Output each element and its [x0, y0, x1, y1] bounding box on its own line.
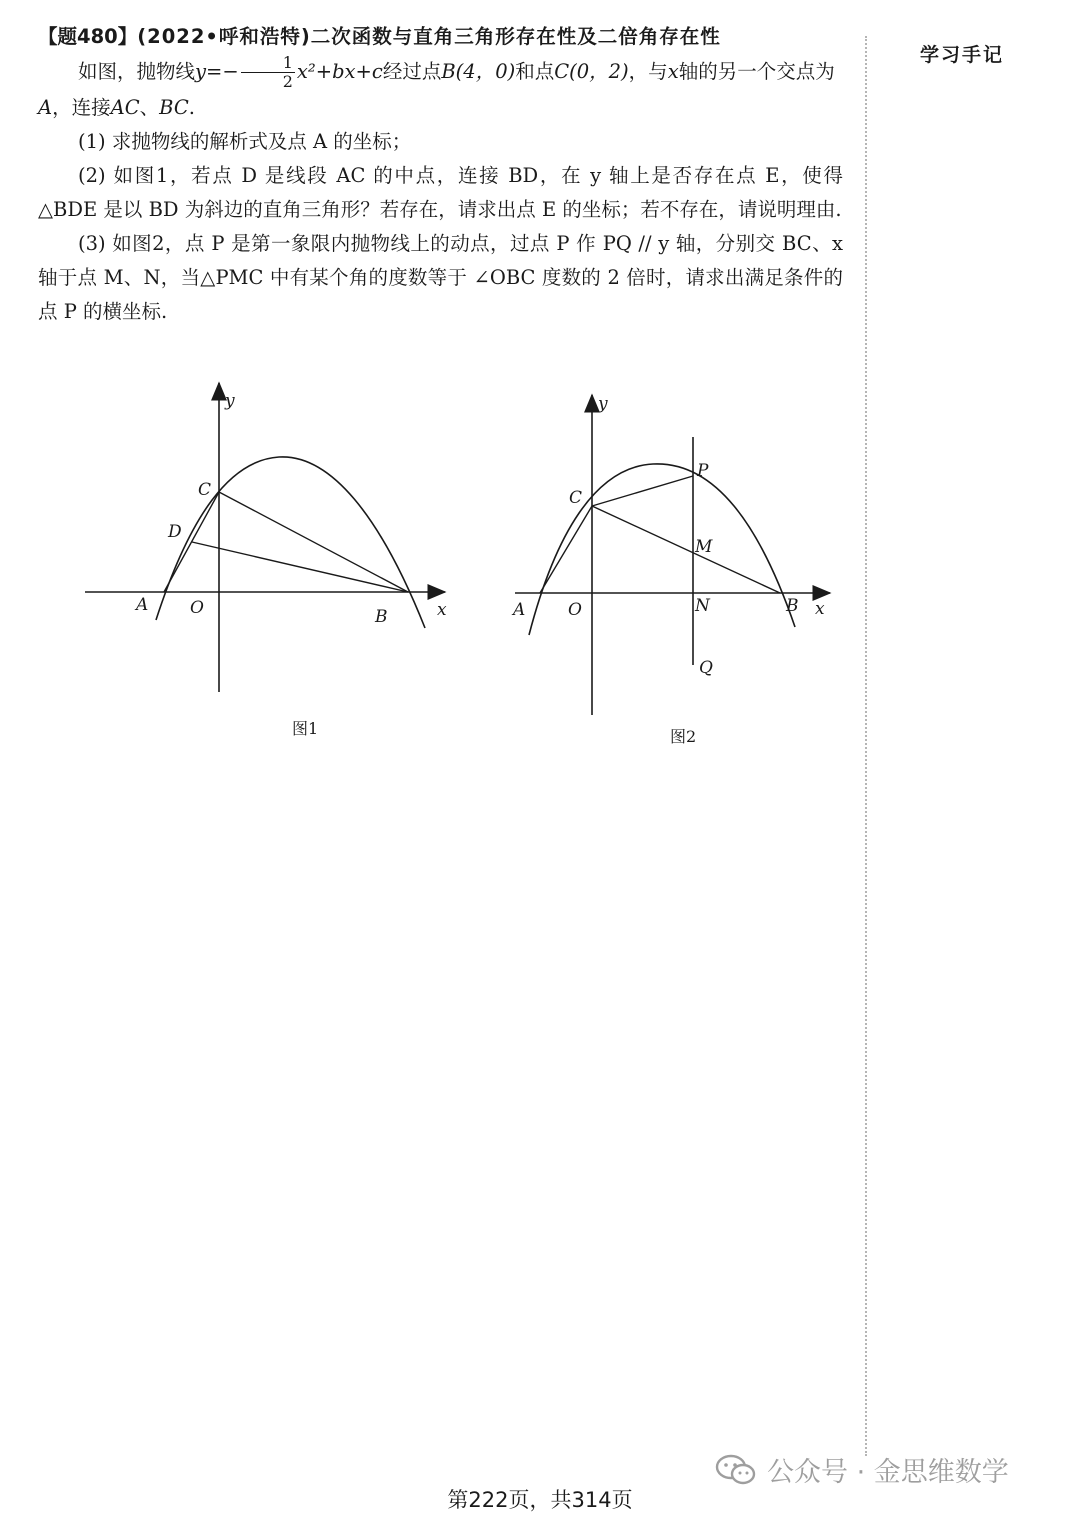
segment-cb — [219, 492, 408, 592]
figure-2 — [505, 385, 845, 725]
label-y: y — [225, 391, 235, 411]
figure-1-caption: 图1 — [292, 719, 319, 738]
watermark-text: 公众号 · 金思维数学 — [767, 1457, 1009, 1488]
problem-source: (2022•呼和浩特)二次函数与直角三角形存在性及二倍角存在性 — [137, 25, 721, 48]
label-d: D — [168, 522, 182, 542]
problem-number: 【题480】 — [38, 25, 138, 48]
segment-ac — [540, 506, 592, 593]
segment-cb — [592, 506, 780, 593]
label-c: C — [198, 480, 212, 500]
figure-1 — [80, 375, 460, 705]
figure-2-caption: 图2 — [670, 727, 697, 746]
page-number: 第222页，共314页 — [447, 1488, 633, 1512]
label-x: x — [437, 600, 447, 620]
question-1: (1) 求抛物线的解析式及点 A 的坐标； — [78, 130, 412, 153]
segment-db — [192, 542, 408, 592]
problem-header — [38, 20, 843, 54]
question-2: (2) 如图1，若点 D 是线段 AC 的中点，连接 BD，在 y 轴上是否存在点 E，使得 △BDE 是以 BD 为斜边的直角三角形？若存在，请求出点 E 的坐标；若不存在，请说明理由. — [38, 164, 843, 221]
label-x: x — [815, 599, 825, 619]
label-o: O — [568, 600, 582, 620]
label-m: M — [695, 537, 713, 557]
label-b: B — [786, 596, 799, 616]
notes-title: 学习手记 — [920, 44, 1005, 66]
label-c: C — [569, 488, 583, 508]
label-q: Q — [699, 658, 713, 678]
label-b: B — [375, 607, 388, 627]
label-o: O — [190, 598, 204, 618]
sidebar-divider — [865, 36, 867, 1456]
wechat-icon — [715, 1454, 757, 1486]
question-3: (3) 如图2，点 P 是第一象限内抛物线上的动点，过点 P 作 PQ // y 轴，分别交 BC、x 轴于点 M、N，当△PMC 中有某个角的度数等于 ∠OBC 度数的 2 倍时，请求出满足条件的点 P 的横坐标. — [38, 232, 843, 323]
label-a: A — [513, 600, 526, 620]
label-p: P — [697, 461, 709, 481]
problem-block — [38, 20, 843, 329]
label-y: y — [598, 394, 608, 414]
segment-ac — [164, 492, 219, 592]
segment-cp — [592, 476, 693, 506]
label-a: A — [136, 595, 149, 615]
label-n: N — [695, 596, 710, 616]
fraction: $\frac{1}{2}$ — [241, 54, 295, 91]
problem-stem: 如图，抛物线y=− $\frac{1}{2}$ x²+bx+c经过点B(4，0)和点C(0，2)，与x轴的另一个交点为A，连接AC、BC. — [38, 53, 835, 119]
